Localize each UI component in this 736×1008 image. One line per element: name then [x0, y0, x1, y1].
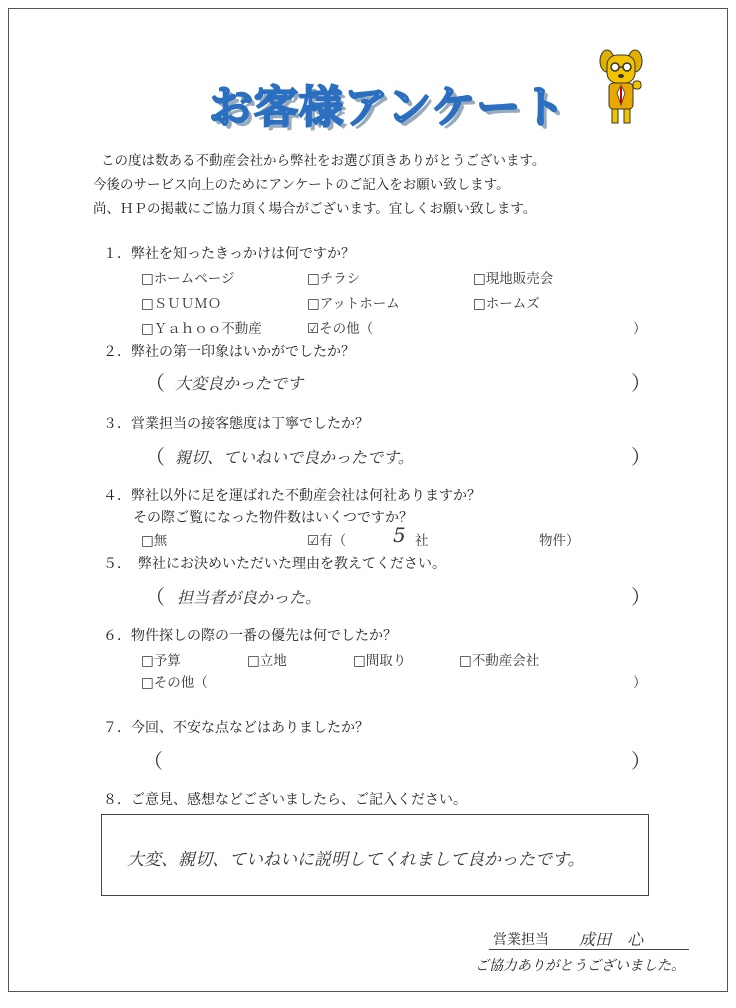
q2-close-paren: ）	[631, 371, 651, 395]
mascot-dog-icon	[593, 47, 649, 129]
q6-option-floorplan[interactable]: □間取り	[353, 653, 407, 669]
survey-page	[8, 8, 728, 992]
question-1: １．弊社を知ったきっかけは何ですか？	[103, 246, 355, 262]
q8-answer[interactable]: 大変、親切、ていねいに説明してくれまして良かったです。	[127, 850, 585, 870]
q1-option-suumo[interactable]: □ＳＵＵＭＯ	[141, 296, 222, 312]
q1-option-flyer[interactable]: □チラシ	[307, 271, 361, 287]
q4-unit-company: 社	[415, 533, 429, 549]
intro-line-2: 今後のサービス向上のためにアンケートのご記入をお願い致します。	[93, 177, 510, 193]
question-6: ６．物件探しの際の一番の優先は何でしたか？	[103, 628, 397, 644]
q2-answer[interactable]: 大変良かったです	[175, 374, 304, 393]
q3-close-paren: ）	[631, 445, 651, 469]
staff-name: 成田 心	[579, 930, 644, 949]
question-2: ２．弊社の第一印象はいかがでしたか？	[103, 344, 355, 360]
q1-close-paren: ）	[633, 321, 647, 337]
q6-option-budget[interactable]: □予算	[141, 653, 181, 669]
q1-option-site-sale[interactable]: □現地販売会	[473, 271, 554, 287]
q1-option-homes[interactable]: □ホームズ	[473, 296, 540, 312]
intro-line-1: この度は数ある不動産会社から弊社をお選び頂きありがとうございます。	[101, 153, 546, 169]
question-4: ４．弊社以外に足を運ばれた不動産会社は何社ありますか？	[103, 488, 481, 504]
q4-option-yes[interactable]: ☑有（	[307, 533, 347, 549]
question-7: ７．今回、不安な点などはありましたか？	[103, 720, 369, 736]
q2-open-paren: （	[145, 371, 165, 395]
q4-company-count[interactable]: 5	[393, 523, 406, 547]
q6-option-agency[interactable]: □不動産会社	[459, 653, 540, 669]
question-3: ３．営業担当の接客態度は丁寧でしたか？	[103, 416, 369, 432]
thanks-message: ご協力ありがとうございました。	[475, 958, 685, 974]
q7-open-paren: （	[143, 749, 163, 773]
q4-option-none[interactable]: □無	[141, 533, 168, 549]
q1-option-yahoo[interactable]: □Ｙａｈｏｏ不動産	[141, 321, 262, 337]
signature-line	[489, 949, 689, 950]
question-8: ８．ご意見、感想などございましたら、ご記入ください。	[103, 792, 467, 808]
q6-close-paren: ）	[633, 675, 647, 691]
q5-close-paren: ）	[631, 585, 651, 609]
q5-open-paren: （	[145, 585, 165, 609]
q1-option-other[interactable]: ☑その他（	[307, 321, 374, 337]
q7-close-paren: ）	[631, 749, 651, 773]
q3-open-paren: （	[145, 445, 165, 469]
intro-line-3: 尚、ＨＰの掲載にご協力頂く場合がございます。宜しくお願い致します。	[93, 201, 537, 217]
staff-label: 営業担当	[493, 932, 549, 948]
q5-answer[interactable]: 担当者が良かった。	[177, 588, 322, 607]
q1-option-athome[interactable]: □アットホーム	[307, 296, 400, 312]
page-title: お客様アンケート	[209, 82, 567, 133]
q6-option-other[interactable]: □その他（	[141, 675, 208, 691]
q4-unit-property: 物件）	[539, 533, 580, 549]
q1-option-homepage[interactable]: □ホームページ	[141, 271, 235, 287]
question-5: ５． 弊社にお決めいただいた理由を教えてください。	[103, 556, 446, 572]
q3-answer[interactable]: 親切、ていねいで良かったです。	[175, 448, 414, 467]
q6-option-location[interactable]: □立地	[247, 653, 287, 669]
question-4-sub: その際ご覧になった物件数はいくつですか？	[133, 510, 413, 526]
